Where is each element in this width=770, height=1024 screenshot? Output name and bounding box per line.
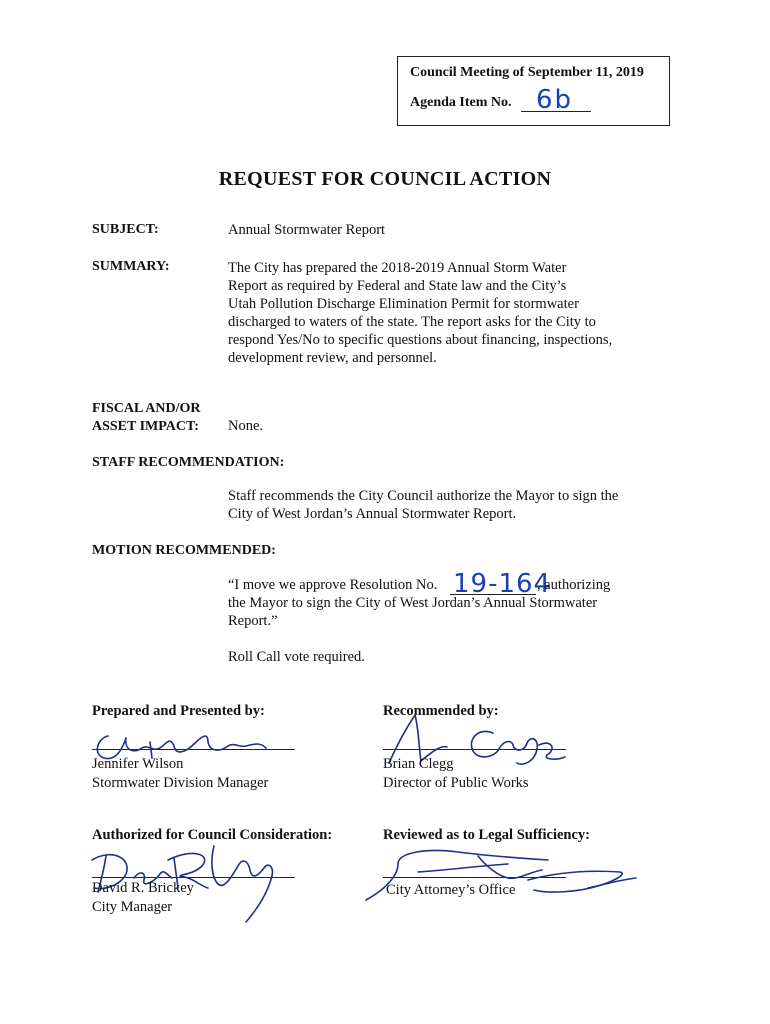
prepared-by-title: Stormwater Division Manager [92,775,269,791]
reviewed-signature [358,842,648,912]
staff-recommendation-line: City of West Jordan’s Annual Stormwater Report. [228,506,517,522]
authorized-label: Authorized for Council Consideration: [92,827,333,843]
meeting-info-box [397,56,670,126]
agenda-item-number: 6b [536,85,574,115]
summary-line: discharged to waters of the state. The report asks for the City to [228,314,596,330]
motion-line-1-after: , authorizing [537,577,611,593]
authorized-name-block [92,879,194,917]
meeting-date: Council Meeting of September 11, 2019 [410,65,644,80]
agenda-item-label: Agenda Item No. [410,95,512,110]
fiscal-label [92,400,201,436]
roll-call-text: Roll Call vote required. [228,649,365,665]
fiscal-label-line: FISCAL AND/OR [92,401,201,416]
motion-line-3: Report.” [228,613,278,629]
summary-label: SUMMARY: [92,259,170,274]
recommended-by-name: Brian Clegg [383,756,454,772]
fiscal-label-line: ASSET IMPACT: [92,419,199,434]
recommended-by-name-block [383,755,529,793]
staff-recommendation-text [228,487,648,523]
authorized-name: David R. Brickey [92,880,194,896]
summary-line: The City has prepared the 2018-2019 Annual Storm Water [228,260,567,276]
staff-recommendation-label: STAFF RECOMMENDATION: [92,455,285,470]
summary-line: respond Yes/No to specific questions about financing, inspections, [228,332,613,348]
reviewed-label: Reviewed as to Legal Sufficiency: [383,827,590,843]
reviewed-name: City Attorney’s Office [386,882,516,898]
summary-line: development review, and personnel. [228,350,437,366]
resolution-number: 19-164 [453,569,552,599]
prepared-by-name: Jennifer Wilson [92,756,184,772]
summary-line: Report as required by Federal and State law and the City’s [228,278,567,294]
recommended-by-label: Recommended by: [383,703,499,719]
page-title: REQUEST FOR COUNCIL ACTION [218,168,552,190]
authorized-title: City Manager [92,899,173,915]
prepared-by-label: Prepared and Presented by: [92,703,265,719]
motion-line-1-before: “I move we approve Resolution No. [228,577,438,593]
subject-label: SUBJECT: [92,222,159,237]
staff-recommendation-line: Staff recommends the City Council authorize the Mayor to sign the [228,488,619,504]
summary-line: Utah Pollution Discharge Elimination Permit for stormwater [228,296,579,312]
motion-label: MOTION RECOMMENDED: [92,543,276,558]
summary-text [228,259,648,367]
prepared-by-name-block [92,755,268,793]
recommended-by-title: Director of Public Works [383,775,529,791]
fiscal-text: None. [228,418,264,434]
subject-text: Annual Stormwater Report [228,222,386,238]
motion-line-2: the Mayor to sign the City of West Jordan’s Annual Stormwater [228,595,598,611]
